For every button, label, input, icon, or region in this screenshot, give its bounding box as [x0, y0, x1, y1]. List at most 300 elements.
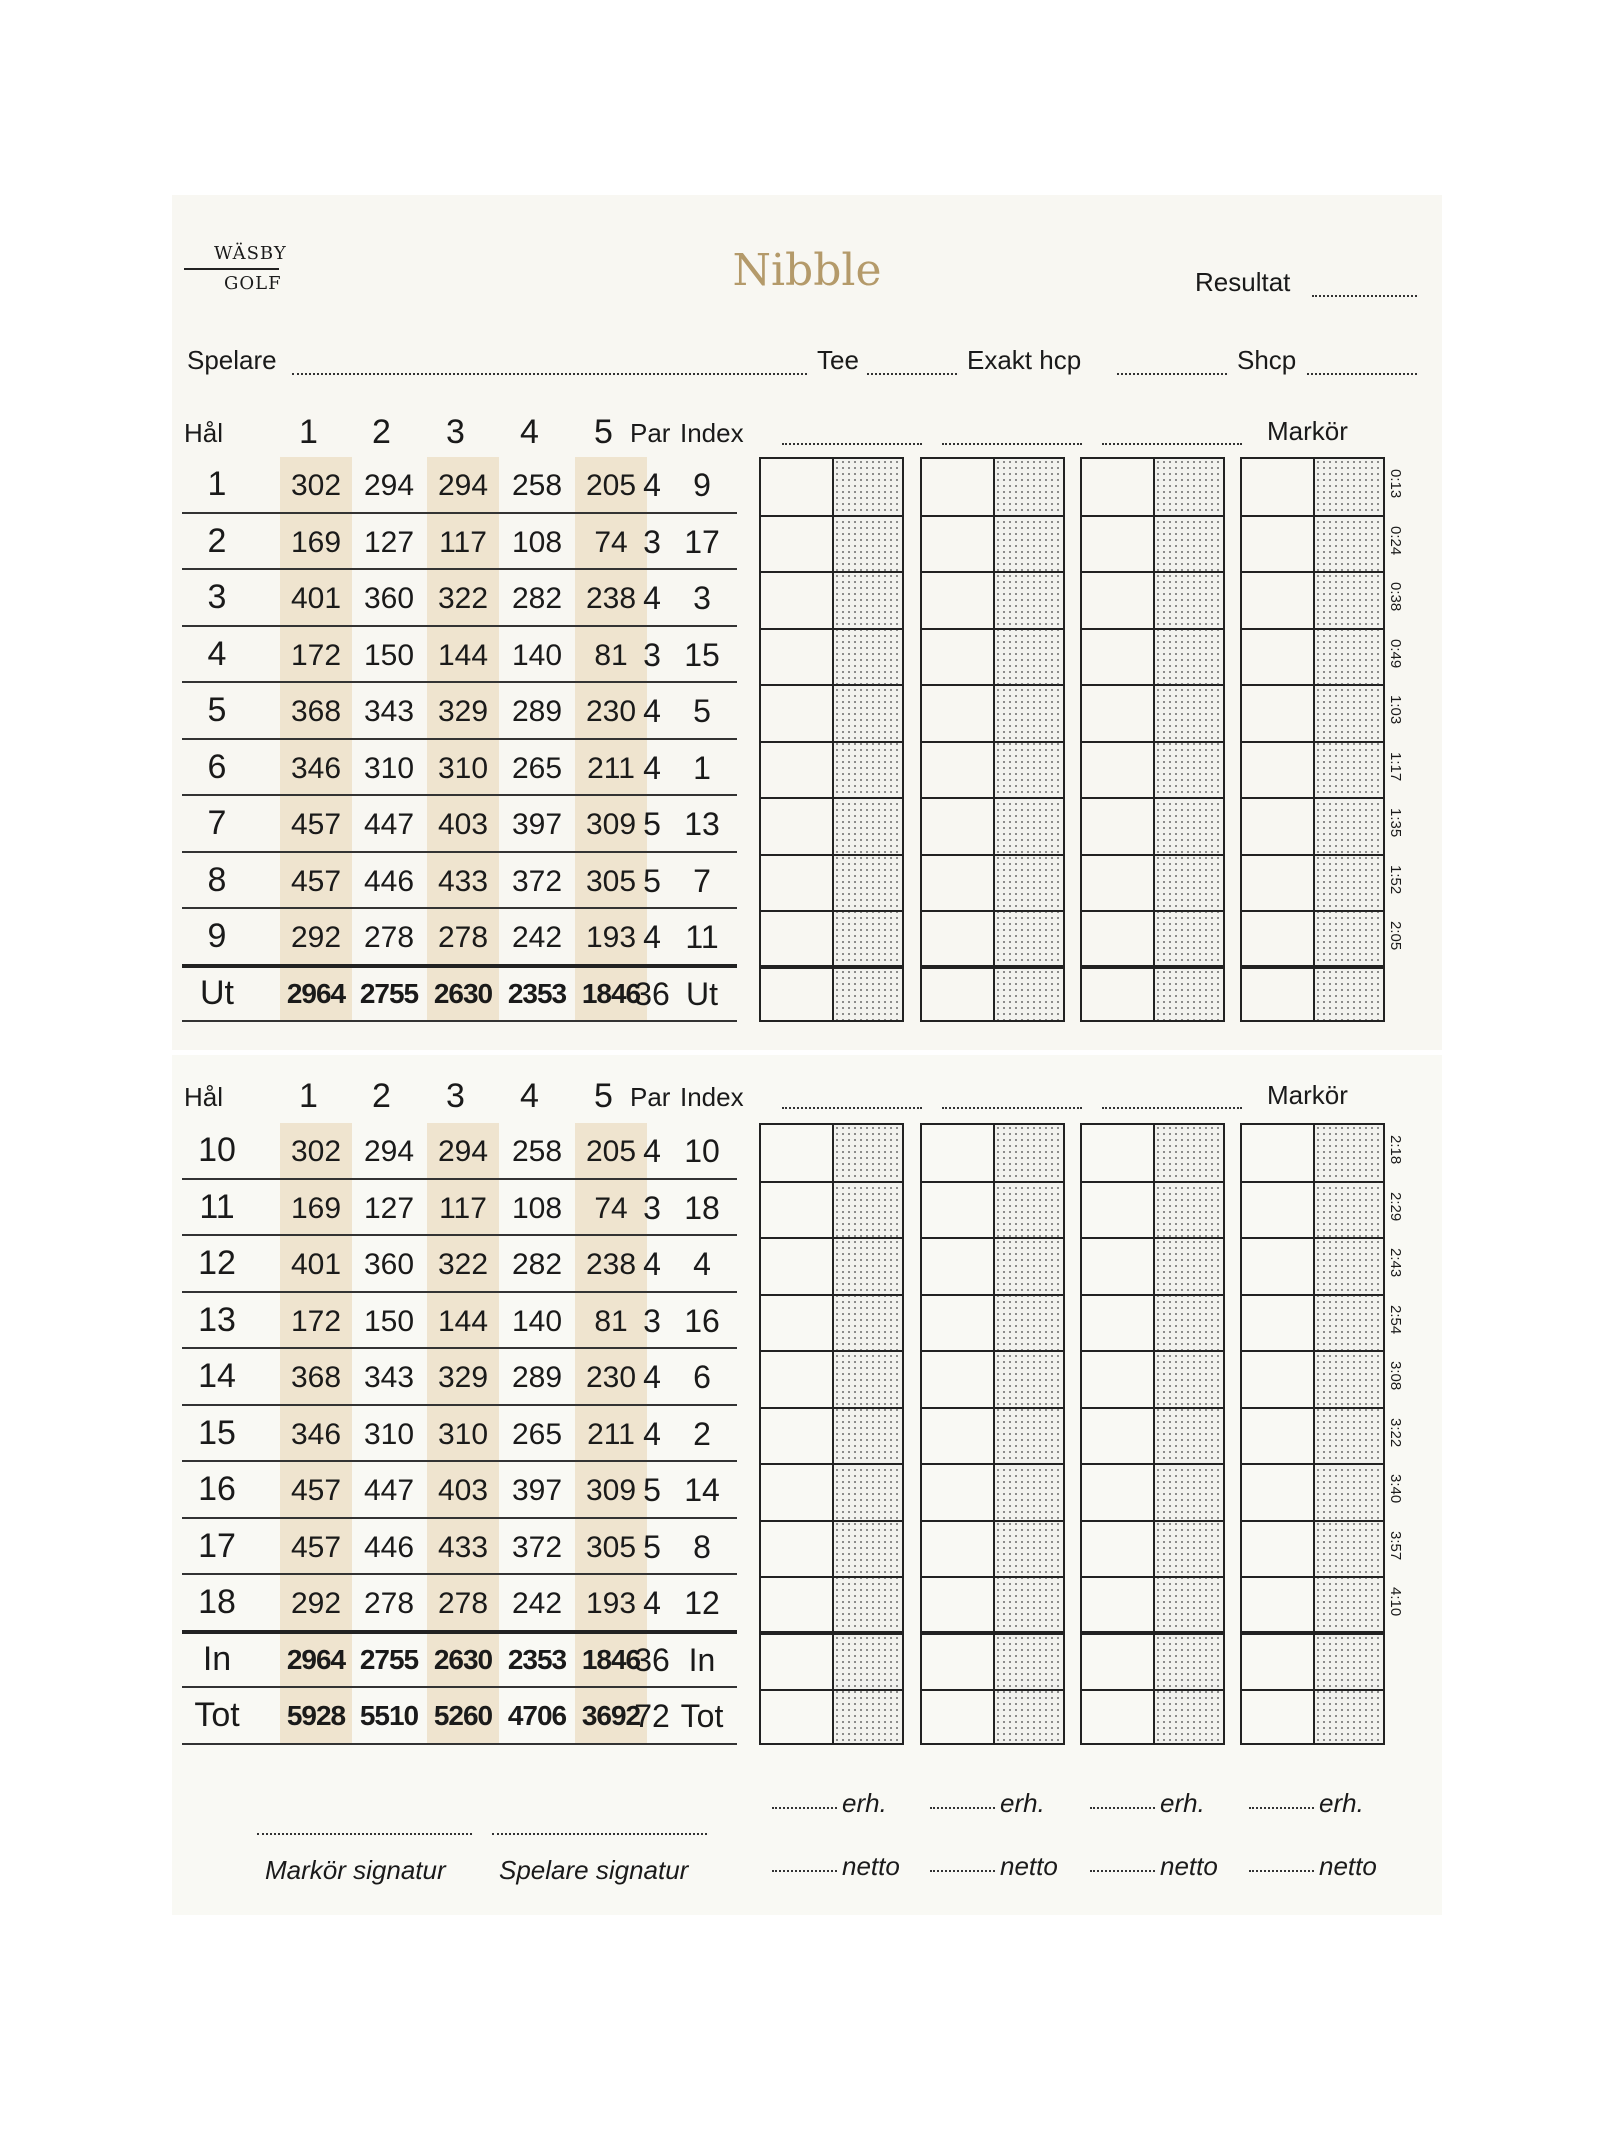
back-hole-18: 18 — [198, 1583, 236, 1621]
front-distance: 172 — [290, 638, 342, 672]
back-row-line — [182, 1517, 737, 1519]
back-distance: 5928 — [286, 1700, 346, 1731]
front-distance: 457 — [290, 864, 342, 898]
grid-row-line — [761, 1407, 902, 1409]
back-pace-time: 2:18 — [1387, 1135, 1404, 1165]
front-distance: 368 — [290, 695, 342, 728]
grid-row-line — [1082, 628, 1223, 630]
back-par: 4 — [643, 1133, 661, 1169]
back-distance: 193 — [585, 1587, 637, 1620]
player-signature-label: Spelare signatur — [499, 1855, 689, 1885]
back-hole-16: 16 — [198, 1470, 236, 1508]
grid-row-line — [761, 1294, 902, 1296]
front-score-grid-1[interactable] — [759, 457, 904, 1022]
front-distance: 265 — [511, 751, 563, 785]
grid-row-line — [1242, 1631, 1383, 1635]
front-pace-time: 0:24 — [1387, 525, 1404, 555]
front-row-line — [182, 907, 737, 909]
grid-row-line — [761, 1463, 902, 1465]
back-row-line — [182, 1573, 737, 1575]
tee-field[interactable] — [867, 373, 957, 375]
grid-row-line — [1082, 1576, 1223, 1578]
back-distance: 230 — [585, 1361, 637, 1394]
front-distance: 360 — [363, 582, 415, 615]
back-hole-11: 11 — [199, 1187, 235, 1226]
grid-row-line — [1242, 741, 1383, 743]
grid-row-line — [1082, 515, 1223, 517]
back-distance: 5510 — [359, 1700, 419, 1731]
front-par: 3 — [643, 636, 661, 673]
front-distance: 401 — [290, 582, 342, 615]
back-distance: 310 — [437, 1417, 489, 1451]
back-par: 5 — [643, 1472, 661, 1508]
back-col-tee-1: 1 — [299, 1077, 318, 1115]
front-col-par: Par — [630, 418, 671, 448]
back-col-tee-5: 5 — [594, 1077, 613, 1115]
back-hole-In: In — [202, 1639, 232, 1678]
back-distance: 282 — [511, 1248, 563, 1281]
front-distance: 127 — [363, 525, 415, 559]
grid-row-line — [761, 628, 902, 630]
grid-row-line — [1082, 965, 1223, 969]
shcp-label: Shcp — [1237, 345, 1297, 375]
grid-row-line — [1242, 1181, 1383, 1183]
front-distance: 238 — [585, 582, 637, 615]
back-index: 2 — [693, 1415, 711, 1452]
grid-row-line — [1082, 1631, 1223, 1635]
grid-row-line — [922, 571, 1063, 573]
back-index: 10 — [684, 1133, 720, 1169]
back-par: 4 — [643, 1415, 661, 1452]
netto-label: netto — [842, 1851, 900, 1881]
back-nine-card — [172, 1055, 1442, 1915]
grid-row-line — [1082, 1520, 1223, 1522]
front-hole-9: 9 — [207, 917, 227, 955]
back-par: 72 — [634, 1698, 670, 1734]
grid-row-line — [1082, 1294, 1223, 1296]
back-distance: 5260 — [433, 1700, 493, 1731]
back-par: 4 — [643, 1246, 661, 1282]
grid-row-line — [1242, 1407, 1383, 1409]
netto-label: netto — [1000, 1851, 1058, 1881]
back-row-line — [182, 1404, 737, 1406]
back-distance: 278 — [363, 1587, 415, 1620]
grid-row-line — [922, 1689, 1063, 1691]
back-score-grid-4[interactable] — [1240, 1123, 1385, 1745]
back-score-grid-1[interactable] — [759, 1123, 904, 1745]
front-par: 4 — [643, 467, 661, 503]
back-row-line — [182, 1234, 737, 1236]
front-distance: 205 — [585, 469, 637, 502]
front-pace-time: 0:49 — [1387, 638, 1404, 668]
grid-row-line — [922, 1631, 1063, 1635]
grid-row-line — [761, 1576, 902, 1578]
erh-label: erh. — [1000, 1788, 1045, 1818]
back-pace-time: 3:57 — [1387, 1530, 1404, 1560]
back-row-line — [182, 1630, 737, 1634]
front-index: 9 — [693, 467, 711, 503]
back-par: 3 — [643, 1302, 661, 1339]
grid-row-line — [1082, 797, 1223, 799]
back-distance: 108 — [511, 1191, 563, 1225]
back-player-name-1[interactable] — [782, 1107, 922, 1109]
grid-dotted-column — [834, 459, 902, 1020]
front-index: 1 — [693, 749, 711, 786]
front-index: Ut — [686, 975, 718, 1012]
front-distance: 346 — [290, 751, 342, 785]
grid-row-line — [1242, 1576, 1383, 1578]
grid-row-line — [1082, 1350, 1223, 1352]
back-distance: 242 — [511, 1587, 563, 1620]
front-distance: 278 — [437, 921, 489, 954]
front-hole-5: 5 — [207, 691, 227, 729]
back-distance: 127 — [363, 1191, 415, 1225]
netto-field-1[interactable] — [772, 1870, 837, 1872]
erh-field-1[interactable] — [772, 1807, 837, 1809]
front-index: 11 — [685, 919, 719, 955]
grid-row-line — [922, 515, 1063, 517]
grid-row-line — [922, 1350, 1063, 1352]
grid-dotted-column — [834, 1125, 902, 1743]
resultat-label: Resultat — [1195, 267, 1291, 297]
grid-row-line — [922, 797, 1063, 799]
front-col-index: Index — [680, 418, 744, 448]
grid-row-line — [922, 1181, 1063, 1183]
grid-row-line — [1082, 1181, 1223, 1183]
logo-text-1: WÄSBY — [214, 243, 287, 264]
back-col-marker: Markör — [1267, 1080, 1348, 1110]
grid-row-line — [1082, 1689, 1223, 1691]
front-distance: 457 — [290, 808, 342, 841]
netto-label: netto — [1319, 1851, 1377, 1881]
back-hole-Tot: Tot — [194, 1696, 240, 1734]
back-hole-12: 12 — [198, 1244, 236, 1282]
grid-row-line — [1082, 1463, 1223, 1465]
back-pace-time: 3:08 — [1387, 1361, 1404, 1391]
back-distance: 211 — [587, 1417, 635, 1451]
front-par: 4 — [643, 580, 661, 616]
grid-dotted-column — [995, 1125, 1063, 1743]
back-index: 12 — [684, 1585, 720, 1621]
grid-dotted-column — [1155, 1125, 1223, 1743]
back-index: Tot — [680, 1698, 724, 1734]
back-distance: 401 — [290, 1248, 342, 1281]
back-distance: 81 — [594, 1304, 628, 1338]
back-distance: 144 — [437, 1304, 489, 1338]
back-col-index: Index — [680, 1082, 744, 1112]
front-distance: 81 — [594, 638, 628, 672]
front-hole-1: 1 — [207, 465, 227, 503]
grid-row-line — [922, 1294, 1063, 1296]
back-player-name-2[interactable] — [942, 1107, 1082, 1109]
erh-field-3[interactable] — [1090, 1807, 1155, 1809]
grid-row-line — [1082, 571, 1223, 573]
front-par: 4 — [643, 693, 661, 729]
erh-field-4[interactable] — [1249, 1807, 1314, 1809]
front-distance: 117 — [439, 525, 487, 559]
back-distance: 457 — [290, 1530, 342, 1564]
front-distance: 2755 — [359, 977, 419, 1009]
back-distance: 322 — [437, 1248, 489, 1281]
back-distance: 205 — [585, 1135, 637, 1168]
front-distance: 230 — [585, 695, 637, 728]
back-distance: 258 — [511, 1135, 563, 1168]
front-index: 5 — [693, 693, 711, 729]
front-distance: 329 — [437, 695, 489, 728]
front-index: 15 — [684, 636, 720, 673]
back-distance: 2755 — [359, 1643, 419, 1675]
back-distance: 310 — [363, 1417, 415, 1451]
grid-dotted-column — [995, 459, 1063, 1020]
grid-row-line — [761, 515, 902, 517]
front-distance: 2964 — [286, 977, 346, 1009]
front-par: 5 — [643, 862, 661, 899]
back-distance: 447 — [363, 1474, 415, 1507]
front-distance: 343 — [363, 695, 415, 728]
grid-row-line — [761, 1520, 902, 1522]
back-row-line — [182, 1743, 737, 1745]
back-player-name-3[interactable] — [1102, 1107, 1242, 1109]
front-distance: 169 — [290, 525, 342, 559]
grid-row-line — [1082, 854, 1223, 856]
grid-row-line — [1082, 741, 1223, 743]
front-col-hole: Hål — [184, 418, 224, 448]
front-distance: 309 — [585, 808, 637, 841]
back-index: In — [688, 1641, 716, 1678]
front-hole-3: 3 — [207, 578, 227, 616]
front-pace-time: 1:03 — [1387, 695, 1404, 725]
front-distance: 140 — [511, 638, 563, 672]
grid-row-line — [1242, 628, 1383, 630]
front-player-name-2[interactable] — [942, 443, 1082, 445]
grid-row-line — [761, 741, 902, 743]
back-hole-15: 15 — [198, 1413, 236, 1452]
grid-row-line — [761, 1689, 902, 1691]
front-hole-2: 2 — [207, 521, 227, 560]
front-index: 13 — [684, 806, 720, 842]
front-score-grid-2[interactable] — [920, 457, 1065, 1022]
back-distance: 238 — [585, 1248, 637, 1281]
front-distance: 294 — [437, 469, 489, 502]
netto-field-4[interactable] — [1249, 1870, 1314, 1872]
front-par: 5 — [643, 806, 661, 842]
front-distance: 372 — [511, 864, 563, 898]
back-distance: 403 — [437, 1474, 489, 1507]
front-par: 4 — [643, 749, 661, 786]
tee-label: Tee — [817, 345, 859, 375]
front-distance: 292 — [290, 921, 342, 954]
front-distance: 305 — [585, 864, 637, 898]
front-pace-time: 1:52 — [1387, 864, 1404, 894]
netto-field-3[interactable] — [1090, 1870, 1155, 1872]
spelare-field[interactable] — [292, 373, 807, 375]
front-col-tee-2: 2 — [372, 413, 391, 451]
grid-row-line — [1242, 797, 1383, 799]
grid-row-line — [1242, 515, 1383, 517]
player-signature-field[interactable] — [492, 1833, 707, 1835]
front-distance: 2630 — [433, 977, 493, 1009]
front-row-line — [182, 964, 737, 968]
back-distance: 360 — [363, 1248, 415, 1281]
grid-row-line — [922, 854, 1063, 856]
back-distance: 289 — [511, 1361, 563, 1394]
erh-label: erh. — [1319, 1788, 1364, 1818]
grid-row-line — [761, 1237, 902, 1239]
front-player-name-1[interactable] — [782, 443, 922, 445]
marker-signature-field[interactable] — [257, 1833, 472, 1835]
front-par: 36 — [634, 975, 670, 1012]
grid-row-line — [1242, 1463, 1383, 1465]
back-pace-time: 4:10 — [1387, 1587, 1404, 1617]
front-distance: 1846 — [581, 977, 641, 1009]
front-distance: 193 — [585, 921, 637, 954]
front-distance: 211 — [587, 751, 635, 785]
back-distance: 169 — [290, 1191, 342, 1225]
back-row-line — [182, 1686, 737, 1688]
back-distance: 368 — [290, 1361, 342, 1394]
front-col-tee-5: 5 — [594, 413, 613, 451]
back-distance: 302 — [290, 1135, 342, 1168]
front-row-line — [182, 794, 737, 796]
front-score-grid-4[interactable] — [1240, 457, 1385, 1022]
grid-row-line — [1242, 1350, 1383, 1352]
netto-field-2[interactable] — [930, 1870, 995, 1872]
front-pace-time: 1:17 — [1387, 751, 1404, 781]
back-par: 5 — [643, 1528, 661, 1565]
erh-label: erh. — [842, 1788, 887, 1818]
front-hole-8: 8 — [207, 860, 227, 899]
front-distance: 2353 — [507, 977, 567, 1009]
back-pace-time: 2:43 — [1387, 1248, 1404, 1278]
back-index: 4 — [693, 1246, 711, 1282]
front-hole-Ut: Ut — [200, 973, 234, 1012]
grid-row-line — [1082, 684, 1223, 686]
back-row-line — [182, 1460, 737, 1462]
back-col-tee-3: 3 — [446, 1077, 465, 1115]
grid-row-line — [922, 965, 1063, 969]
erh-label: erh. — [1160, 1788, 1205, 1818]
back-pace-time: 3:40 — [1387, 1474, 1404, 1504]
back-par: 3 — [643, 1189, 661, 1226]
front-distance: 447 — [363, 808, 415, 841]
back-distance: 305 — [585, 1530, 637, 1564]
back-index: 6 — [693, 1359, 711, 1395]
grid-row-line — [922, 1463, 1063, 1465]
grid-row-line — [922, 910, 1063, 912]
front-distance: 150 — [363, 638, 415, 672]
back-distance: 292 — [290, 1587, 342, 1620]
grid-row-line — [761, 910, 902, 912]
front-distance: 282 — [511, 582, 563, 615]
back-index: 8 — [693, 1528, 711, 1565]
front-distance: 403 — [437, 808, 489, 841]
front-distance: 322 — [437, 582, 489, 615]
grid-row-line — [1242, 1689, 1383, 1691]
back-score-grid-3[interactable] — [1080, 1123, 1225, 1745]
grid-row-line — [761, 1350, 902, 1352]
front-col-marker: Markör — [1267, 416, 1348, 446]
back-distance: 2353 — [507, 1643, 567, 1675]
back-hole-13: 13 — [198, 1300, 236, 1339]
front-distance: 144 — [437, 638, 489, 672]
back-row-line — [182, 1178, 737, 1180]
front-score-grid-3[interactable] — [1080, 457, 1225, 1022]
back-distance: 294 — [363, 1135, 415, 1168]
back-distance: 74 — [594, 1191, 628, 1225]
back-distance: 278 — [437, 1587, 489, 1620]
back-pace-time: 2:29 — [1387, 1191, 1404, 1221]
grid-row-line — [1242, 854, 1383, 856]
grid-row-line — [1242, 1520, 1383, 1522]
front-row-line — [182, 738, 737, 740]
front-par: 4 — [643, 919, 661, 955]
grid-row-line — [761, 571, 902, 573]
logo-text-2: GOLF — [224, 273, 282, 294]
back-row-line — [182, 1347, 737, 1349]
back-pace-time: 3:22 — [1387, 1417, 1404, 1447]
back-hole-17: 17 — [198, 1526, 236, 1565]
resultat-field[interactable] — [1312, 295, 1417, 297]
shcp-field[interactable] — [1307, 373, 1417, 375]
grid-row-line — [1242, 571, 1383, 573]
front-row-line — [182, 568, 737, 570]
front-distance: 108 — [511, 525, 563, 559]
erh-field-2[interactable] — [930, 1807, 995, 1809]
exakt-hcp-field[interactable] — [1117, 373, 1227, 375]
front-index: 3 — [693, 580, 711, 616]
grid-row-line — [761, 965, 902, 969]
grid-row-line — [761, 1181, 902, 1183]
back-par: 36 — [634, 1641, 670, 1678]
front-par: 3 — [643, 523, 661, 560]
grid-row-line — [761, 797, 902, 799]
back-pace-time: 2:54 — [1387, 1304, 1404, 1334]
back-distance: 2964 — [286, 1643, 346, 1675]
front-distance: 397 — [511, 808, 563, 841]
spelare-label: Spelare — [187, 345, 277, 375]
back-distance: 4706 — [507, 1700, 567, 1731]
front-hole-7: 7 — [207, 804, 227, 842]
netto-label: netto — [1160, 1851, 1218, 1881]
front-player-name-3[interactable] — [1102, 443, 1242, 445]
front-pace-time: 0:13 — [1387, 469, 1404, 499]
front-pace-time: 0:38 — [1387, 582, 1404, 612]
front-distance: 302 — [290, 469, 342, 502]
course-title: Nibble — [732, 245, 882, 296]
grid-row-line — [922, 1576, 1063, 1578]
back-distance: 372 — [511, 1530, 563, 1564]
front-distance: 242 — [511, 921, 563, 954]
grid-row-line — [1242, 1237, 1383, 1239]
front-nine-card — [172, 195, 1442, 1050]
front-index: 7 — [693, 862, 711, 899]
front-distance: 294 — [363, 469, 415, 502]
back-score-grid-2[interactable] — [920, 1123, 1065, 1745]
back-index: 14 — [684, 1472, 720, 1508]
back-distance: 172 — [290, 1304, 342, 1338]
front-col-tee-4: 4 — [520, 413, 539, 451]
grid-row-line — [1082, 1237, 1223, 1239]
grid-row-line — [922, 741, 1063, 743]
front-distance: 310 — [363, 751, 415, 785]
grid-row-line — [761, 854, 902, 856]
front-distance: 278 — [363, 921, 415, 954]
front-col-tee-1: 1 — [299, 413, 318, 451]
back-distance: 117 — [439, 1191, 487, 1225]
back-col-tee-2: 2 — [372, 1077, 391, 1115]
back-distance: 329 — [437, 1361, 489, 1394]
back-distance: 457 — [290, 1474, 342, 1507]
